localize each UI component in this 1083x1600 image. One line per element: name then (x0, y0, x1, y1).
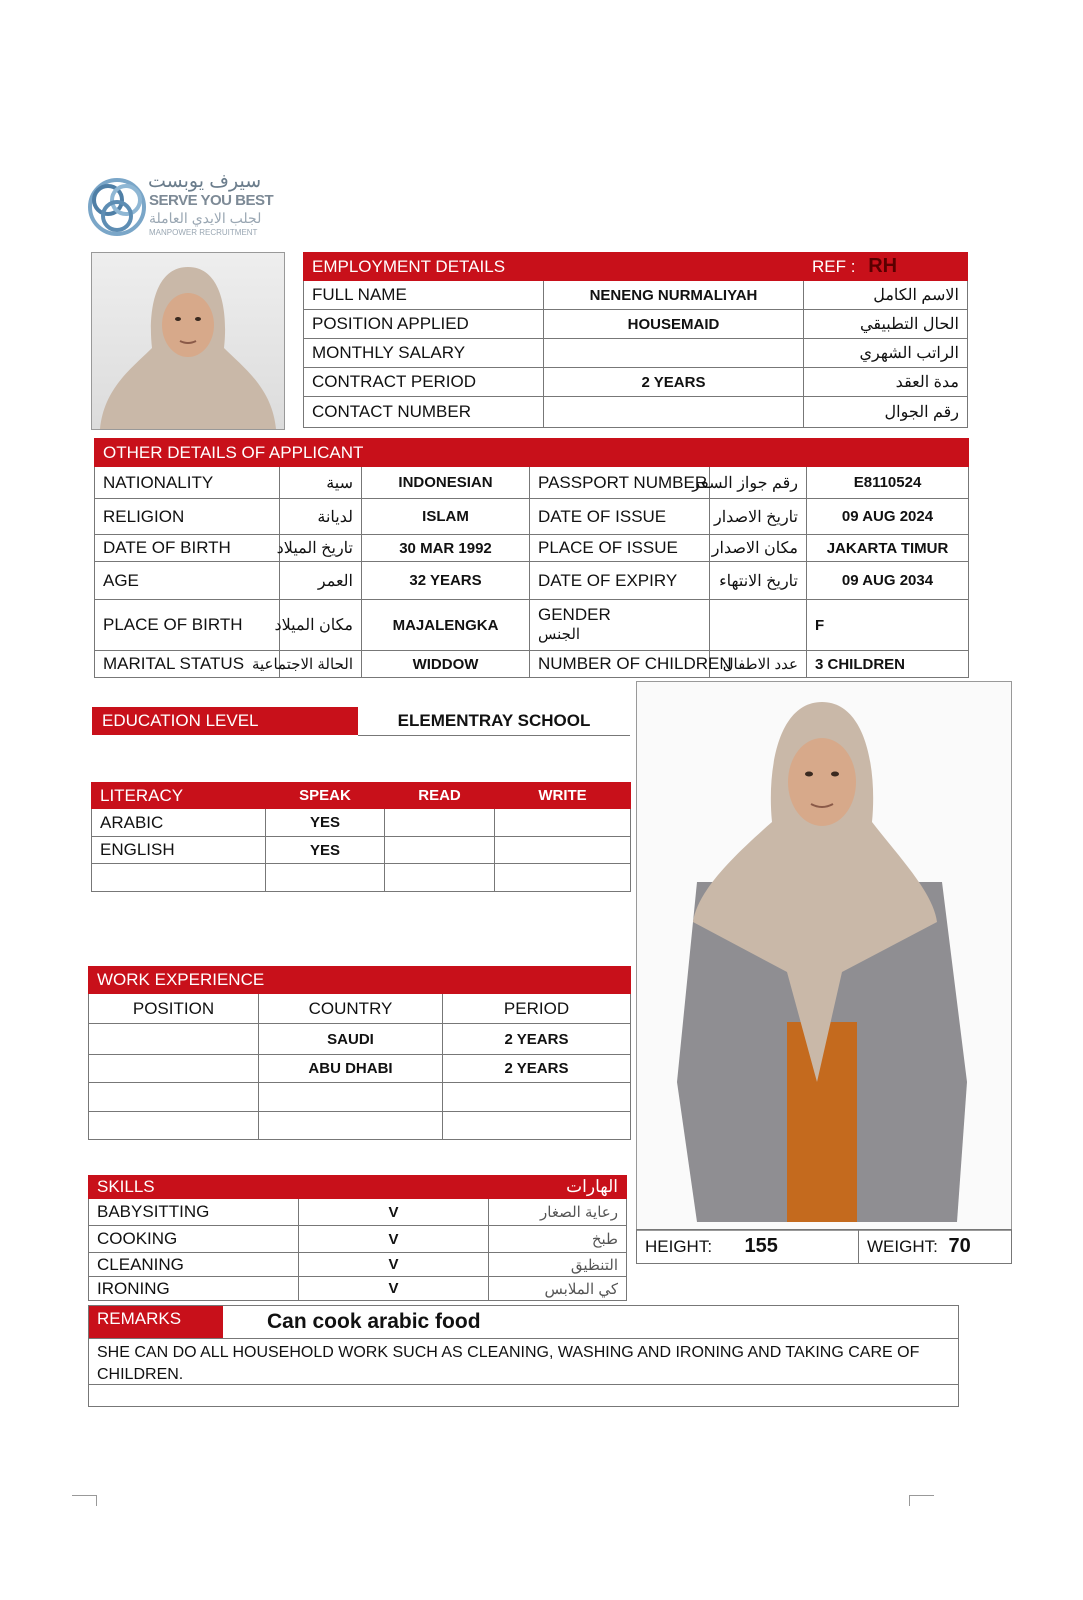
row-label: MARITAL STATUS (95, 651, 280, 678)
country-column-header: COUNTRY (259, 994, 443, 1024)
speak-cell (266, 864, 385, 892)
row-label: RELIGION (95, 499, 280, 535)
row-label: GENDER (538, 605, 611, 624)
row-value: INDONESIAN (362, 467, 530, 499)
skills-header-arabic: الهارات (489, 1176, 627, 1199)
height-value: 155 (737, 1230, 859, 1264)
row-value: HOUSEMAID (544, 310, 804, 339)
table-row (95, 535, 969, 562)
logo-knot-icon (86, 172, 148, 242)
table-row (92, 809, 631, 837)
table-row (89, 1055, 631, 1083)
position-cell (89, 1024, 259, 1055)
row-arabic: مكان الميلاد (280, 600, 362, 651)
row-arabic: العمر (280, 562, 362, 600)
country-cell: SAUDI (259, 1024, 443, 1055)
row-label: DATE OF ISSUE (530, 499, 710, 535)
row-label: PLACE OF BIRTH (95, 600, 280, 651)
position-cell (89, 1083, 259, 1112)
write-cell (495, 864, 631, 892)
row-value: 3 CHILDREN (807, 651, 969, 678)
ref-cell (804, 253, 968, 281)
table-row (89, 1083, 631, 1112)
table-row (89, 1226, 627, 1253)
remarks-label: REMARKS (89, 1306, 223, 1338)
applicant-portrait-photo (91, 252, 285, 430)
other-details-table (94, 438, 969, 678)
company-logo (86, 170, 286, 242)
skill-check: V (299, 1277, 489, 1301)
skill-label: COOKING (89, 1226, 299, 1253)
row-value (544, 339, 804, 368)
write-cell (495, 809, 631, 837)
row-label: NATIONALITY (95, 467, 280, 499)
table-row (89, 1199, 627, 1226)
table-row (89, 1277, 627, 1301)
row-value: 32 YEARS (362, 562, 530, 600)
row-value: WIDDOW (362, 651, 530, 678)
language-cell: ARABIC (92, 809, 266, 837)
skill-label: BABYSITTING (89, 1199, 299, 1226)
read-cell (385, 864, 495, 892)
weight-value: 70 (949, 1230, 1012, 1264)
row-arabic: رقم الجوال (804, 397, 968, 428)
table-row (304, 281, 968, 310)
skill-check: V (299, 1199, 489, 1226)
measurements-table (636, 1229, 1012, 1264)
employment-details-header: EMPLOYMENT DETAILS (304, 253, 804, 281)
write-header: WRITE (495, 783, 631, 809)
row-label: MONTHLY SALARY (304, 339, 544, 368)
speak-cell: YES (266, 837, 385, 864)
education-level-label: EDUCATION LEVEL (92, 707, 358, 735)
speak-cell: YES (266, 809, 385, 837)
position-column-header: POSITION (89, 994, 259, 1024)
table-row (304, 339, 968, 368)
table-row (304, 368, 968, 397)
row-arabic: تاريخ الميلاد (280, 535, 362, 562)
literacy-header: LITERACY (92, 783, 266, 809)
position-cell (89, 1112, 259, 1140)
weight-label: WEIGHT: (859, 1230, 949, 1264)
row-arabic: تاريخ الانتهاء (710, 562, 807, 600)
table-row (304, 397, 968, 428)
height-label: HEIGHT: (637, 1230, 737, 1264)
ref-value: RH (868, 255, 898, 277)
read-cell (385, 837, 495, 864)
skill-label: CLEANING (89, 1253, 299, 1277)
read-header: READ (385, 783, 495, 809)
row-value: F (807, 600, 969, 651)
gender-label-cell (530, 600, 710, 651)
row-label: PLACE OF ISSUE (530, 535, 710, 562)
skill-label: IRONING (89, 1277, 299, 1301)
skills-header: SKILLS (89, 1176, 489, 1199)
table-row (92, 837, 631, 864)
table-row (304, 310, 968, 339)
logo-english-name: SERVE YOU BEST (149, 192, 274, 209)
row-label: POSITION APPLIED (304, 310, 544, 339)
country-cell (259, 1083, 443, 1112)
table-row (89, 1024, 631, 1055)
read-cell (385, 809, 495, 837)
row-arabic: رقم جواز السفر (710, 467, 807, 499)
row-label: DATE OF EXPIRY (530, 562, 710, 600)
period-cell: 2 YEARS (443, 1024, 631, 1055)
applicant-full-body-photo (636, 681, 1012, 1231)
speak-header: SPEAK (266, 783, 385, 809)
row-label: AGE (95, 562, 280, 600)
table-row (89, 994, 631, 1024)
row-arabic: الحالة الاجتماعية (280, 651, 362, 678)
row-value: 09 AUG 2034 (807, 562, 969, 600)
language-cell: ENGLISH (92, 837, 266, 864)
position-cell (89, 1055, 259, 1083)
skills-table (88, 1175, 627, 1301)
skill-arabic: التنظيق (489, 1253, 627, 1277)
row-value: MAJALENGKA (362, 600, 530, 651)
table-row (95, 467, 969, 499)
row-label: NUMBER OF CHILDREN (530, 651, 710, 678)
crop-mark-left (72, 1495, 97, 1506)
row-arabic: مدة العقد (804, 368, 968, 397)
row-arabic: سية (280, 467, 362, 499)
table-row (92, 864, 631, 892)
language-cell (92, 864, 266, 892)
row-label: PASSPORT NUMBER (530, 467, 710, 499)
skill-arabic: طبخ (489, 1226, 627, 1253)
row-value: 30 MAR 1992 (362, 535, 530, 562)
period-cell (443, 1083, 631, 1112)
skill-arabic: كي الملابس (489, 1277, 627, 1301)
row-label: CONTRACT PERIOD (304, 368, 544, 397)
row-label: DATE OF BIRTH (95, 535, 280, 562)
row-value: 09 AUG 2024 (807, 499, 969, 535)
row-arabic: مكان الاصدار (710, 535, 807, 562)
row-arabic: لديانة (280, 499, 362, 535)
row-value: JAKARTA TIMUR (807, 535, 969, 562)
period-cell: 2 YEARS (443, 1055, 631, 1083)
table-row (89, 1253, 627, 1277)
row-arabic: الاسم الكامل (804, 281, 968, 310)
row-value (544, 397, 804, 428)
row-label: CONTACT NUMBER (304, 397, 544, 428)
crop-mark-right (909, 1495, 934, 1506)
employment-details-table (303, 252, 968, 428)
write-cell (495, 837, 631, 864)
row-arabic: عدد الاطفال (710, 651, 807, 678)
row-value: 2 YEARS (544, 368, 804, 397)
row-value: NENENG NURMALIYAH (544, 281, 804, 310)
table-row (95, 651, 969, 678)
skill-arabic: رعاية الصغار (489, 1199, 627, 1226)
country-cell (259, 1112, 443, 1140)
ref-label: REF : (812, 257, 856, 276)
table-row (95, 600, 969, 651)
logo-english-tagline: MANPOWER RECRUITMENT (149, 228, 258, 237)
row-label: FULL NAME (304, 281, 544, 310)
remarks-title: Can cook arabic food (267, 1310, 481, 1333)
logo-arabic-tagline: لجلب الايدي العاملة (149, 210, 262, 226)
skill-check: V (299, 1226, 489, 1253)
table-row (95, 562, 969, 600)
work-experience-header: WORK EXPERIENCE (89, 967, 631, 994)
work-experience-table (88, 966, 631, 1140)
period-column-header: PERIOD (443, 994, 631, 1024)
remarks-box (88, 1305, 959, 1407)
logo-arabic-name: سيرف يوبست (148, 171, 262, 192)
country-cell: ABU DHABI (259, 1055, 443, 1083)
education-level-value: ELEMENTRAY SCHOOL (358, 707, 630, 736)
period-cell (443, 1112, 631, 1140)
literacy-table (91, 782, 631, 892)
other-details-header: OTHER DETAILS OF APPLICANT (95, 439, 530, 467)
remarks-text: SHE CAN DO ALL HOUSEHOLD WORK SUCH AS CLEANING, WASHING AND IRONING AND TAKING CARE OF CHILDREN. (97, 1344, 920, 1383)
table-row (95, 499, 969, 535)
row-arabic: الجنس (538, 626, 581, 643)
row-value: E8110524 (807, 467, 969, 499)
row-arabic: الحال التطبيقي (804, 310, 968, 339)
skill-check: V (299, 1253, 489, 1277)
row-arabic: الراتب الشهري (804, 339, 968, 368)
row-arabic: تاريخ الاصدار (710, 499, 807, 535)
table-row (89, 1112, 631, 1140)
row-value: ISLAM (362, 499, 530, 535)
